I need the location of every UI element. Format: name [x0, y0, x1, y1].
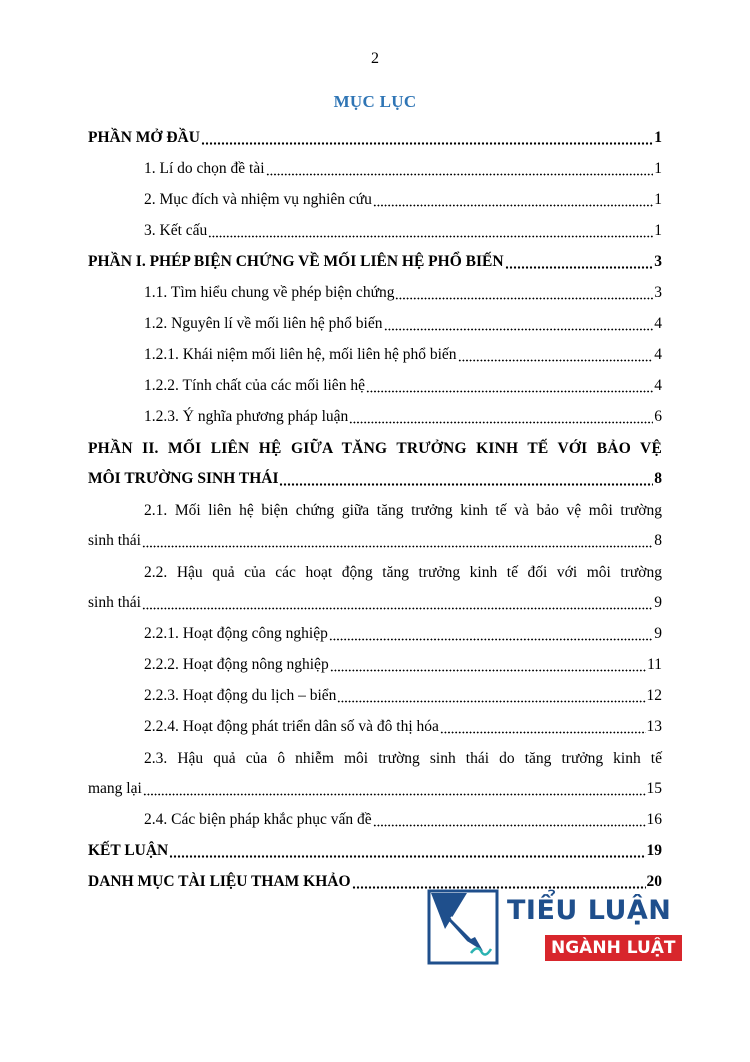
- logo: [427, 889, 676, 969]
- toc-entry[interactable]: [88, 799, 662, 830]
- dot-leader: [143, 793, 646, 796]
- toc-entry[interactable]: [88, 613, 662, 644]
- toc-entry-text: PHẦN II. MỐI LIÊN HỆ GIỮA TĂNG TRƯỞNG KINH TẾ VỚI BẢO VỆ: [88, 440, 662, 457]
- toc-entry-text: 1.2. Nguyên lí về mối liên hệ phổ biến: [144, 315, 383, 333]
- toc-entry-text: 2.2.1. Hoạt động công nghiệp: [144, 625, 328, 643]
- toc-page-number: 19: [646, 842, 662, 860]
- toc-page-number: 1: [654, 191, 662, 209]
- toc-title: MỤC LỤC: [333, 92, 417, 111]
- dot-leader: [373, 824, 646, 827]
- toc-entry-text: PHẦN I. PHÉP BIỆN CHỨNG VỀ MỐI LIÊN HỆ PHỔ BIẾN: [88, 253, 504, 271]
- dot-leader: [329, 638, 653, 641]
- toc-entry[interactable]: [88, 830, 662, 861]
- toc-entry[interactable]: [88, 117, 662, 148]
- dot-leader: [373, 204, 653, 207]
- toc-entry-text: 2.3. Hậu quả của ô nhiễm môi trường sinh thái do tăng trưởng kinh tế: [144, 750, 662, 767]
- toc-entry[interactable]: [88, 582, 662, 613]
- toc-entry-text: 1.2.1. Khái niệm mối liên hệ, mối liên hệ phổ biến: [144, 346, 457, 364]
- dot-leader: [395, 297, 653, 300]
- toc-entry[interactable]: [88, 334, 662, 365]
- dot-leader: [458, 359, 654, 362]
- dot-leader: [384, 328, 654, 331]
- toc-page-number: 1: [654, 222, 662, 240]
- toc-entry[interactable]: [88, 272, 662, 303]
- toc-page-number: 3: [654, 284, 662, 302]
- pen-nib-logo-icon: [427, 889, 499, 965]
- dot-leader: [330, 669, 646, 672]
- toc-page-number: 6: [654, 408, 662, 426]
- toc-page-number: 4: [654, 377, 662, 395]
- toc-entry-text: 2.2.2. Hoạt động nông nghiệp: [144, 656, 329, 674]
- toc-entry[interactable]: [88, 520, 662, 551]
- toc-page-number: 13: [646, 718, 662, 736]
- toc-entry-text: 2.4. Các biện pháp khắc phục vấn đề: [144, 811, 372, 829]
- toc-entry-text: MÔI TRƯỜNG SINH THÁI: [88, 470, 279, 488]
- toc-entry[interactable]: [88, 303, 662, 334]
- toc-entry-text: 1.2.2. Tính chất của các mối liên hệ: [144, 377, 365, 395]
- toc-entry[interactable]: [88, 179, 662, 210]
- toc-page-number: 15: [646, 780, 662, 798]
- toc-entry[interactable]: [88, 768, 662, 799]
- toc-page-number: 9: [654, 594, 662, 612]
- toc-entry-line: [88, 427, 662, 458]
- toc-entry[interactable]: [88, 706, 662, 737]
- toc-page-number: 8: [654, 470, 662, 488]
- page-number: 2: [371, 50, 379, 67]
- toc-entry-text: sinh thái: [88, 594, 141, 612]
- toc-entry-text: 2.2.4. Hoạt động phát triển dân số và đô thị hóa: [144, 718, 439, 736]
- toc-entry-text: 2.1. Mối liên hệ biện chứng giữa tăng trưởng kinh tế và bảo vệ môi trường: [144, 502, 662, 519]
- dot-leader: [279, 483, 653, 486]
- toc-entry[interactable]: [88, 365, 662, 396]
- toc-entry-line: [88, 737, 662, 768]
- toc-entry[interactable]: [88, 148, 662, 179]
- dot-leader: [142, 607, 653, 610]
- toc-page-number: 16: [646, 811, 662, 829]
- toc-entry-text: mang lại: [88, 780, 142, 798]
- dot-leader: [366, 390, 653, 393]
- toc-entry-text: 2.2. Hậu quả của các hoạt động tăng trưởng kinh tế đối với môi trường: [144, 564, 662, 581]
- toc-entry[interactable]: [88, 458, 662, 489]
- toc-entry[interactable]: [88, 861, 662, 892]
- toc-entry-text: 2.2.3. Hoạt động du lịch – biển: [144, 687, 337, 705]
- toc-page-number: 9: [654, 625, 662, 643]
- dot-leader: [142, 545, 653, 548]
- toc-entry-line: [88, 551, 662, 582]
- dot-leader: [169, 855, 645, 858]
- toc-page-number: 20: [646, 873, 662, 891]
- toc-page-number: 8: [654, 532, 662, 550]
- toc-entry-text: 3. Kết cấu: [144, 222, 208, 240]
- toc-page-number: 12: [646, 687, 662, 705]
- logo-title: TIỂU LUẬN: [507, 895, 672, 926]
- toc-page-number: 3: [654, 253, 662, 271]
- dot-leader: [337, 700, 645, 703]
- dot-leader: [440, 731, 646, 734]
- toc-page-number: 4: [654, 315, 662, 333]
- toc-entry-text: DANH MỤC TÀI LIỆU THAM KHẢO: [88, 873, 351, 891]
- toc-entry[interactable]: [88, 675, 662, 706]
- toc-entry-text: PHẦN MỞ ĐẦU: [88, 129, 200, 147]
- dot-leader: [208, 235, 653, 238]
- toc-entry-text: sinh thái: [88, 532, 141, 550]
- toc-entry[interactable]: [88, 210, 662, 241]
- dot-leader: [201, 142, 653, 145]
- logo-subtitle: NGÀNH LUẬT: [545, 935, 682, 961]
- toc-page-number: 4: [654, 346, 662, 364]
- dot-leader: [349, 421, 653, 424]
- toc-page-number: 1: [654, 129, 662, 147]
- toc-entry-text: KẾT LUẬN: [88, 842, 169, 860]
- toc-entry-text: 1.1. Tìm hiểu chung về phép biện chứng: [144, 284, 395, 302]
- toc-entry-text: 1.2.3. Ý nghĩa phương pháp luận: [144, 408, 349, 426]
- toc-entry-text: 2. Mục đích và nhiệm vụ nghiên cứu: [144, 191, 372, 209]
- toc-entry[interactable]: [88, 644, 662, 675]
- toc-entry-line: [88, 489, 662, 520]
- toc-page-number: 11: [647, 656, 662, 674]
- toc-entry-text: 1. Lí do chọn đề tài: [144, 160, 265, 178]
- dot-leader: [505, 266, 654, 269]
- toc-page-number: 1: [654, 160, 662, 178]
- toc-entry[interactable]: [88, 396, 662, 427]
- toc-entry[interactable]: [88, 241, 662, 272]
- dot-leader: [266, 173, 654, 176]
- table-of-contents: [88, 117, 662, 892]
